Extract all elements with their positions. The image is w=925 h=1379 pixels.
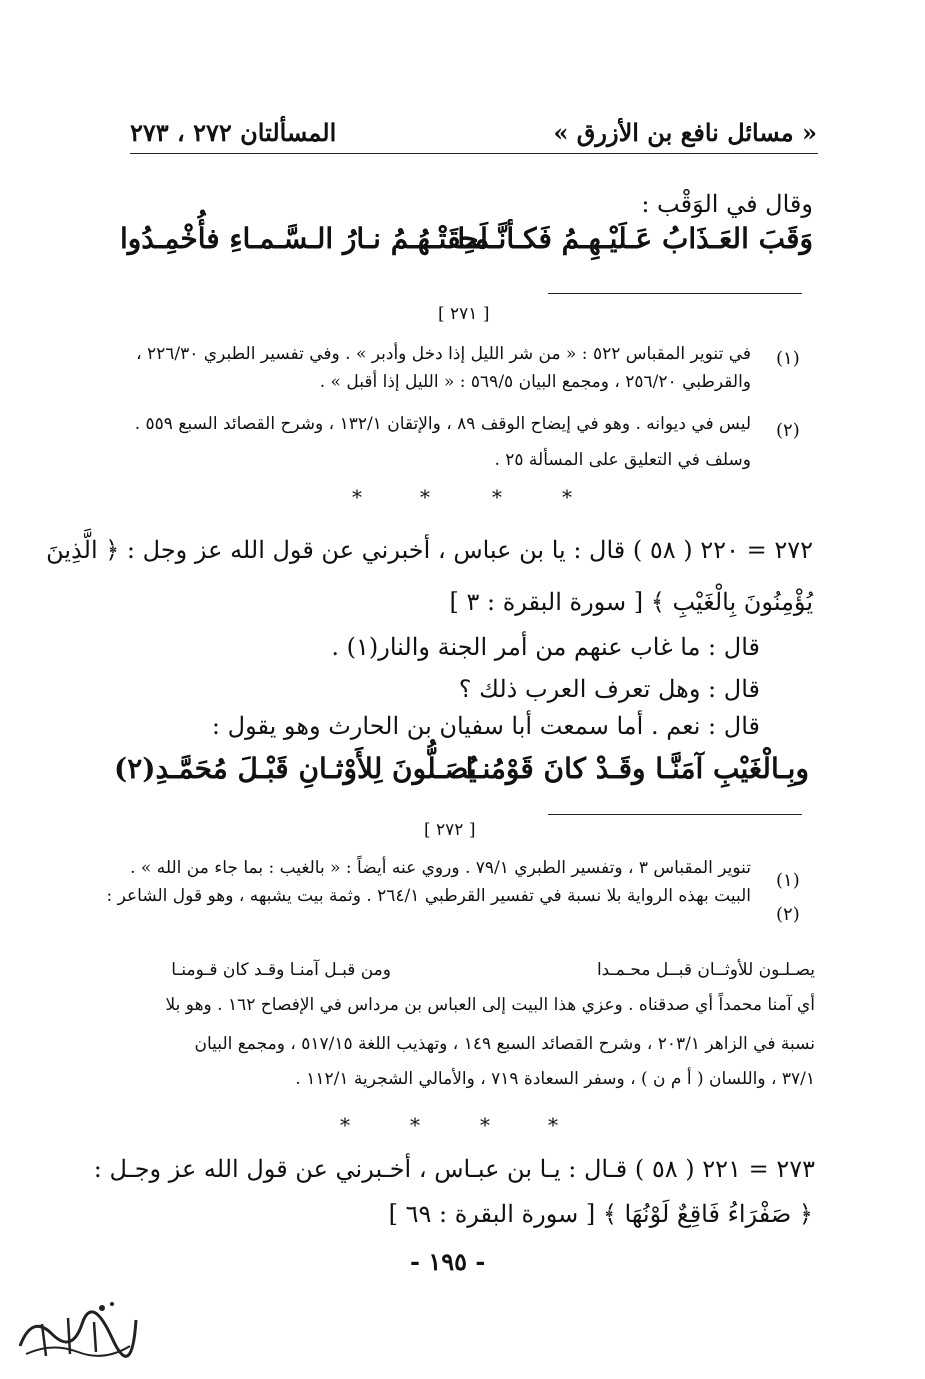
separator-star: *	[410, 1113, 420, 1137]
q271-verse-right: وَقَبَ العَـذَابُ عَـلَيْـهِـمُ فَكـأنَّـمـا	[457, 222, 813, 255]
footnote-line: تنوير المقباس ٣ ، وتفسير الطبري ٧٩/١ . وروي عنه أيضاً : « بالغيب : بما جاء من الله » .	[130, 858, 751, 878]
section-numbers: المسألتان ٢٧٢ ، ٢٧٣	[130, 118, 337, 147]
footnote-verse-right: ومن قبـل آمنـا وقـد كان قـومنـا	[171, 960, 391, 980]
q272-line1: ٢٧٢ = ٢٢٠ ( ٥٨ ) قال : يا بن عباس ، أخبرني عن قول الله عز وجل : ﴿ الَّذِينَ	[46, 536, 813, 564]
footnote-number: (٢)	[776, 904, 800, 925]
footnote-number: (٢)	[776, 420, 800, 441]
q271-verse-left: لَحِقَتْـهُـمُ نـارُ الـسَّـمـاءِ فأُخْمِـدُوا	[120, 222, 488, 255]
separator-star: *	[480, 1113, 490, 1137]
separator-star: *	[352, 485, 362, 509]
q272-answer: قال : ما غاب عنهم من أمر الجنة والنار(١) .	[331, 633, 760, 661]
footnote-number: (١)	[776, 348, 800, 369]
publisher-logo	[12, 1294, 142, 1366]
separator-star: *	[340, 1113, 350, 1137]
q271-intro: وقال في الوَقْب :	[641, 190, 813, 218]
q272-line2: يُؤْمِنُونَ بِالْغَيْبِ ﴾ [ سورة البقرة : ٣ ]	[449, 588, 813, 616]
separator-star: *	[562, 485, 572, 509]
q272-verse-left: يُصَـلُّونَ لِلأَوْثـانِ قَبْـلَ مُحَمَّـدِ(٢)	[114, 752, 477, 785]
footnote-verse-left: يصـلـون للأوثــان قبــل محـمـدا	[596, 960, 815, 980]
footnote-line: في تنوير المقباس ٥٢٢ : « من شر الليل إذا دخل وأدبر » . وفي تفسير الطبري ٢٢٦/٣٠ ،	[136, 344, 751, 364]
section-marker-272: [ ٢٧٢ ]	[424, 820, 476, 840]
footnote-separator-271	[548, 293, 802, 294]
q272-reply: قال : نعم . أما سمعت أبا سفيان بن الحارث وهو يقول :	[211, 712, 760, 740]
footnote-line: ليس في ديوانه . وهو في إيضاح الوقف ٨٩ ، والإتقان ١٣٢/١ ، وشرح القصائد السبع ٥٥٩ .	[134, 414, 751, 434]
separator-star: *	[492, 485, 502, 509]
separator-star: *	[548, 1113, 558, 1137]
footnote-line: نسبة في الزاهر ٢٠٣/١ ، وشرح القصائد السبع ١٤٩ ، وتهذيب اللغة ٥١٧/١٥ ، ومجمع البيان	[194, 1034, 815, 1054]
q273-line2: ﴿ صَفْرَاءُ فَاقِعٌ لَوْنُهَا ﴾ [ سورة البقرة : ٦٩ ]	[388, 1200, 813, 1228]
footnote-line: وسلف في التعليق على المسألة ٢٥ .	[494, 450, 751, 470]
q272-question: قال : وهل تعرف العرب ذلك ؟	[458, 675, 760, 703]
header-rule	[130, 153, 818, 154]
footnote-separator-272	[548, 814, 802, 815]
footnote-line: البيت بهذه الرواية بلا نسبة في تفسير القرطبي ٢٦٤/١ . وثمة بيت يشبهه ، وهو قول الشاعر :	[106, 886, 751, 906]
q272-verse-right: وبِـالْغَيْبِ آمَنَّـا وقَـدْ كانَ قَوْمُنـا	[465, 752, 809, 785]
separator-star: *	[420, 485, 430, 509]
footnote-line: والقرطبي ٢٥٦/٢٠ ، ومجمع البيان ٥٦٩/٥ : « الليل إذا أقبل » .	[319, 372, 751, 392]
section-marker-271: [ ٢٧١ ]	[438, 304, 490, 324]
footnote-number: (١)	[776, 870, 800, 891]
q273-line1: ٢٧٣ = ٢٢١ ( ٥٨ ) قـال : يـا بن عبـاس ، أخـبرني عن قول الله عز وجـل :	[93, 1155, 815, 1183]
page-number: - ١٩٥ -	[410, 1247, 486, 1276]
footnote-line: ٣٧/١ ، واللسان ( أ م ن ) ، وسفر السعادة ٧١٩ ، والأمالي الشجرية ١١٢/١ .	[295, 1069, 815, 1089]
footnote-line: أي آمنا محمداً أي صدقناه . وعزي هذا البيت إلى العباس بن مرداس في الإفصاح ١٦٢ . وهو بلا	[165, 995, 815, 1015]
book-title: « مسائل نافع بن الأزرق »	[553, 118, 817, 147]
